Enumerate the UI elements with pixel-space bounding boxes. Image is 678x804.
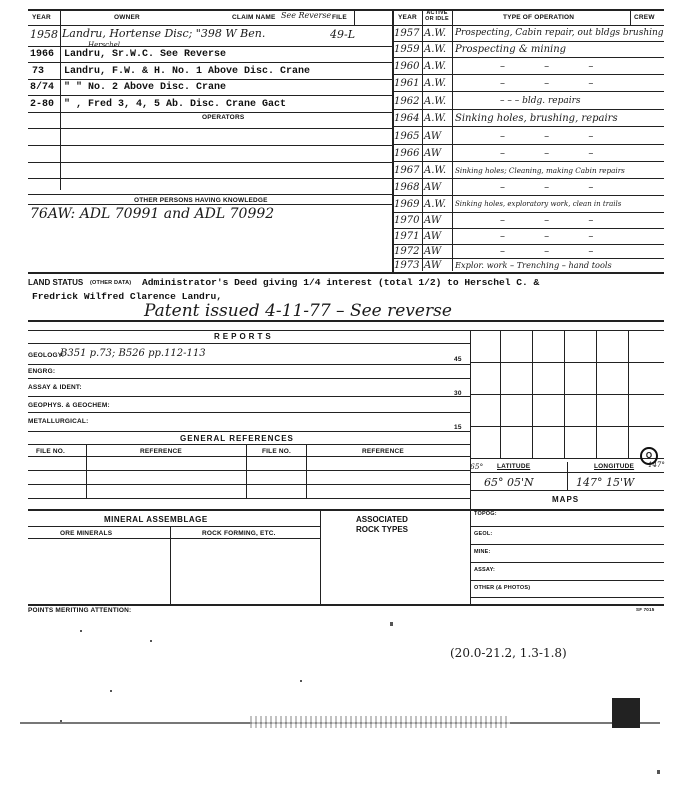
op-1-status: A.W. xyxy=(424,28,447,39)
op-14-year: 1972 xyxy=(394,246,420,257)
owner-row-1-text: Landru, Hortense Disc; "398 W Ben. xyxy=(62,27,266,40)
op-8-year: 1966 xyxy=(394,148,420,159)
gen-ref-col-file: FILE NO. xyxy=(36,448,66,455)
longitude-value: 147° 15'W xyxy=(576,476,635,489)
op-13-type: – – – xyxy=(500,231,612,242)
op-2-year: 1959 xyxy=(394,44,420,55)
other-persons-text: 76AW: ADL 70991 and ADL 70992 xyxy=(30,206,275,222)
maps-other: OTHER (& PHOTOS) xyxy=(474,585,531,591)
other-persons-label: OTHER PERSONS HAVING KNOWLEDGE xyxy=(134,197,268,204)
gen-ref-col-file-2: FILE NO. xyxy=(262,448,292,455)
owner-row-3-text: Landru, F.W. & H. No. 1 Above Disc. Crane xyxy=(64,66,311,77)
op-3-year: 1960 xyxy=(394,61,420,72)
scan-black-patch xyxy=(612,698,640,728)
header-crew: CREW xyxy=(634,14,655,21)
header-claim-name: CLAIM NAME xyxy=(232,14,276,21)
owner-row-4-text: " " No. 2 Above Disc. Crane xyxy=(64,82,227,93)
land-status-text-1: Administrator's Deed giving 1/4 interest (total 1/2) to Herschel C. & xyxy=(142,277,540,288)
op-2-type: Prospecting & mining xyxy=(455,44,567,55)
gen-ref-col-reference-2: REFERENCE xyxy=(362,448,404,455)
op-1-type: Prospecting, Cabin repair, out bldgs brushing xyxy=(455,28,664,38)
land-status-sublabel: (OTHER DATA) xyxy=(90,280,132,286)
header-file: FILE xyxy=(332,14,347,21)
owner-row-4-year: 8/74 xyxy=(30,82,55,93)
maps-geol: GEOL: xyxy=(474,531,493,537)
assay-ident-label: ASSAY & IDENT: xyxy=(28,384,82,391)
general-references-title: GENERAL REFERENCES xyxy=(180,434,294,443)
header-active-idle: ACTIVE OR IDLE xyxy=(425,10,449,22)
op-10-status: AW xyxy=(424,182,442,193)
op-5-status: A.W. xyxy=(424,96,447,107)
margin-number-30: 30 xyxy=(454,390,462,397)
scan-speck xyxy=(80,630,82,632)
op-13-status: AW xyxy=(424,231,442,242)
margin-number-15: 15 xyxy=(454,424,462,431)
op-3-type: – – – xyxy=(500,61,612,72)
owner-row-1-file: 49-L xyxy=(330,28,356,41)
header-year2: YEAR xyxy=(398,14,417,21)
longitude-label: LONGITUDE xyxy=(594,463,635,470)
scan-speck xyxy=(150,640,152,642)
rock-types-label: ROCK TYPES xyxy=(356,525,409,534)
owner-row-1-year: 1958 xyxy=(30,28,58,41)
op-4-type: – – – xyxy=(500,78,612,89)
header-claim-note: See Reverse xyxy=(281,11,332,20)
geophys-label: GEOPHYS. & GEOCHEM: xyxy=(28,402,110,409)
reports-title: REPORTS xyxy=(214,332,274,341)
form-number: SF 7015 xyxy=(636,607,655,612)
op-14-type: – – – xyxy=(500,246,612,257)
engrg-label: ENGRG: xyxy=(28,368,56,375)
op-9-type: Sinking holes; Cleaning, making Cabin repairs xyxy=(455,166,625,175)
patent-issued-note: Patent issued 4-11-77 – See reverse xyxy=(144,301,452,321)
header-owner: OWNER xyxy=(114,14,140,21)
header-type-operation: TYPE OF OPERATION xyxy=(503,14,575,21)
op-6-status: A.W. xyxy=(424,113,447,124)
op-11-type: Sinking holes, exploratory work, clean in trails xyxy=(455,200,622,208)
op-15-year: 1973 xyxy=(394,260,420,271)
op-7-year: 1965 xyxy=(394,131,420,142)
header-year: YEAR xyxy=(32,14,51,21)
op-7-type: – – – xyxy=(500,131,612,142)
points-meriting-label: POINTS MERITING ATTENTION: xyxy=(28,607,132,614)
latitude-label: LATITUDE xyxy=(497,463,531,470)
op-3-status: A.W. xyxy=(424,61,447,72)
owner-row-2-year: 1966 xyxy=(30,49,55,60)
op-12-type: – – – xyxy=(500,215,612,226)
op-15-type: Explor. work – Trenching – hand tools xyxy=(455,260,612,270)
maps-mine: MINE: xyxy=(474,549,491,555)
scan-speck xyxy=(657,770,660,774)
geology-label: GEOLOGY: xyxy=(28,352,65,359)
op-8-status: AW xyxy=(424,148,442,159)
owner-row-5-text: " , Fred 3, 4, 5 Ab. Disc. Crane Gact xyxy=(64,99,287,110)
latitude-margin: 65° xyxy=(470,462,484,471)
op-2-status: A.W. xyxy=(424,44,447,55)
op-13-year: 1971 xyxy=(394,231,420,242)
op-5-type: – – – bldg. repairs xyxy=(500,96,581,106)
mineral-assemblage-title: MINERAL ASSEMBLAGE xyxy=(104,515,208,524)
operators-label: OPERATORS xyxy=(202,114,245,121)
owner-row-5-year: 2-80 xyxy=(30,99,55,110)
points-note: (20.0-21.2, 1.3-1.8) xyxy=(450,646,567,660)
metallurgical-label: METALLURGICAL: xyxy=(28,418,89,425)
op-6-type: Sinking holes, brushing, repairs xyxy=(455,113,618,124)
scan-speck xyxy=(110,690,112,692)
op-6-year: 1964 xyxy=(394,113,420,124)
margin-number-45: 45 xyxy=(454,356,462,363)
rock-forming-label: ROCK FORMING, ETC. xyxy=(202,530,276,537)
ore-minerals-label: ORE MINERALS xyxy=(60,530,113,537)
op-10-type: – – – xyxy=(500,182,612,193)
location-circle-label: O xyxy=(645,451,653,460)
op-9-year: 1967 xyxy=(394,165,420,176)
maps-topog: TOPOG: xyxy=(474,511,497,517)
op-5-year: 1962 xyxy=(394,96,420,107)
op-12-year: 1970 xyxy=(394,215,420,226)
maps-label: MAPS xyxy=(552,495,580,504)
herschel-note: Herschel xyxy=(88,41,120,49)
op-1-year: 1957 xyxy=(394,28,420,39)
maps-assay: ASSAY: xyxy=(474,567,496,573)
op-9-status: A.W. xyxy=(424,165,447,176)
gen-ref-col-reference: REFERENCE xyxy=(140,448,182,455)
op-8-type: – – – xyxy=(500,148,612,159)
op-11-status: A.W. xyxy=(424,199,447,210)
op-7-status: AW xyxy=(424,131,442,142)
latitude-value: 65° 05'N xyxy=(484,476,534,489)
op-10-year: 1968 xyxy=(394,182,420,193)
associated-label: ASSOCIATED xyxy=(356,515,408,524)
op-4-year: 1961 xyxy=(394,78,420,89)
land-status-text-2: Fredrick Wilfred Clarence Landru, xyxy=(32,291,222,302)
op-12-status: AW xyxy=(424,215,442,226)
owner-row-3-year: 73 xyxy=(32,66,45,77)
owner-row-2-text: Landru, Sr.W.C. See Reverse xyxy=(64,49,227,60)
op-14-status: AW xyxy=(424,246,442,257)
scan-noise-band xyxy=(250,716,510,728)
scan-mark xyxy=(390,622,393,626)
scan-speck xyxy=(300,680,302,682)
longitude-margin: 147° xyxy=(648,461,665,469)
op-4-status: A.W. xyxy=(424,78,447,89)
land-status-label: LAND STATUS xyxy=(28,278,84,287)
geology-value: B351 p.73; B526 pp.112-113 xyxy=(60,348,206,359)
op-11-year: 1969 xyxy=(394,199,420,210)
op-15-status: AW xyxy=(424,260,442,271)
